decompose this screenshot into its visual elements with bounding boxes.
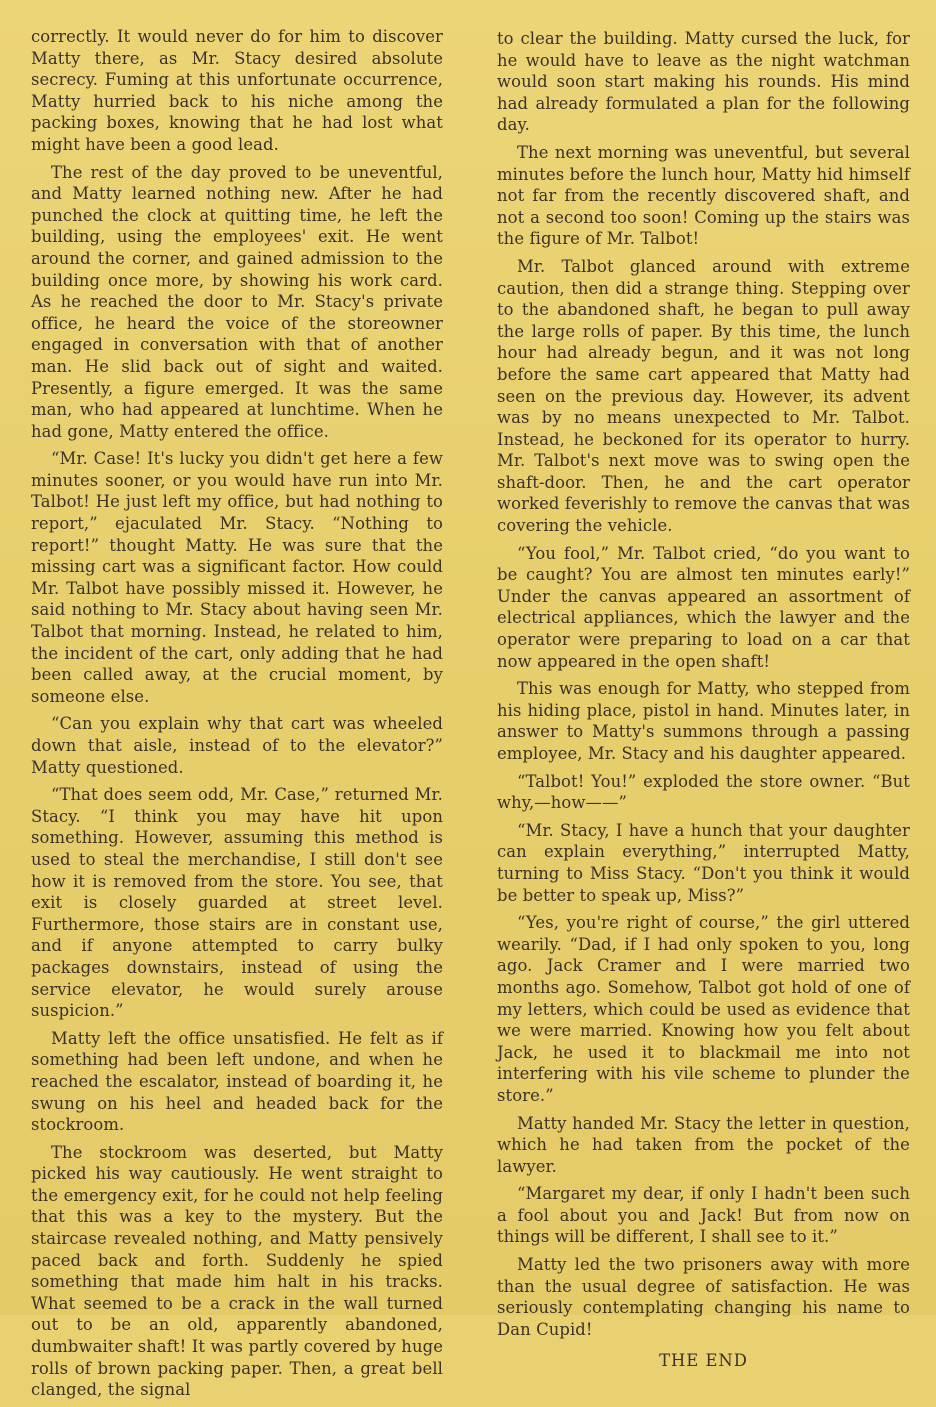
paragraph: Matty left the office unsatisfied. He felt as if something had been left undone, and when he reached the escalator, instead of boarding it, he swung on his heel and headed back for the stockroom. (31, 1028, 443, 1135)
right-text-column (497, 28, 910, 1372)
paragraph: “Mr. Stacy, I have a hunch that your daughter can explain everything,” interrupted Matty, turning to Miss Stacy. “Don't you think it would be better to speak up, Miss?” (497, 820, 910, 905)
paragraph: “Mr. Case! It's lucky you didn't get here a few minutes sooner, or you would have run into Mr. Talbot! He just left my office, but had nothing to report,” ejaculated Mr. Stacy. “Nothing to report!” thought Matty. He was sure that the missing cart was a significant factor. How could Mr. Talbot have possibly missed it. However, he said nothing to Mr. Stacy about having seen Mr. Talbot that morning. Instead, he related to him, the incident of the cart, only adding that he had been called away, at the crucial moment, by someone else. (31, 449, 443, 706)
left-text-column (31, 26, 443, 1407)
paragraph: Matty led the two prisoners away with more than the usual degree of satisfaction. He was seriously contemplating changing his name to Dan Cupid! (497, 1255, 910, 1339)
paragraph: The rest of the day proved to be uneventful, and Matty learned nothing new. After he had punched the clock at quitting time, he left the building, using the employees' exit. He went around the corner, and gained admission to the building once more, by showing his work card. As he reached the door to Mr. Stacy's private office, he heard the voice of the storeowner engaged in conversation with that of another man. He slid back out of sight and waited. Presently, a figure emerged. It was the same man, who had appeared at lunchtime. When he had gone, Matty entered the office. (31, 162, 443, 441)
paragraph: “Talbot! You!” exploded the store owner. “But why,—how——” (497, 771, 910, 813)
paragraph: “That does seem odd, Mr. Case,” returned Mr. Stacy. “I think you may have hit upon something. However, assuming this method is used to steal the merchandise, I still don't see how it is removed from the store. You see, that exit is closely guarded at street level. Furthermore, those stairs are in constant use, and if anyone attempted to carry bulky packages downstairs, instead of using the service elevator, he would surely arouse suspicion.” (31, 785, 443, 1021)
paragraph: “Margaret my dear, if only I hadn't been such a fool about you and Jack! But from now on things will be different, I shall see to it.” (497, 1184, 910, 1247)
paragraph: This was enough for Matty, who stepped from his hiding place, pistol in hand. Minutes later, in answer to Matty's summons through a passing employee, Mr. Stacy and his daughter appeared. (497, 679, 910, 763)
paragraph: to clear the building. Matty cursed the luck, for he would have to leave as the night watchman would soon start making his rounds. His mind had already formulated a plan for the following day. (497, 29, 910, 135)
paragraph: “Yes, you're right of course,” the girl uttered wearily. “Dad, if I had only spoken to you, long ago. Jack Cramer and I were married two months ago. Somehow, Talbot got hold of one of my letters, which could be used as evidence that we were married. Knowing how you felt about Jack, he used it to blackmail me into not interfering with his vile scheme to plunder the store.” (497, 913, 910, 1105)
paragraph: Mr. Talbot glanced around with extreme caution, then did a strange thing. Stepping over to the abandoned shaft, he began to pull away the large rolls of paper. By this time, the lunch hour had already begun, and it was not long before the same cart appeared that Matty had seen on the previous day. However, its advent was by no means unexpected to Mr. Talbot. Instead, he beckoned for its operator to hurry. Mr. Talbot's next move was to swing open the shaft-door. Then, he and the cart operator worked feverishly to remove the canvas that was covering the vehicle. (497, 256, 910, 536)
paragraph: The stockroom was deserted, but Matty picked his way cautiously. He went straight to the emergency exit, for he could not help feeling that this was a key to the mystery. But the staircase revealed nothing, and Matty pensively paced back and forth. Suddenly he spied something that made him halt in his tracks. What seemed to be a crack in the wall turned out to be an old, apparently abandoned, dumbwaiter shaft! It was partly covered by huge rolls of brown packing paper. Then, a great bell clanged, the signal (31, 1142, 443, 1400)
paragraph: “You fool,” Mr. Talbot cried, “do you want to be caught? You are almost ten minutes early!” Under the canvas appeared an assortment of electrical appliances, which the lawyer and the operator were preparing to load on a car that now appeared in the open shaft! (497, 543, 910, 671)
the-end-label: THE END (659, 1351, 748, 1371)
paragraph: The next morning was uneventful, but several minutes before the lunch hour, Matty hid himself not far from the recently discovered shaft, and not a second too soon! Coming up the stairs was the figure of Mr. Talbot! (497, 142, 910, 249)
paragraph: Matty handed Mr. Stacy the letter in question, which he had taken from the pocket of the lawyer. (497, 1113, 910, 1176)
paragraph: correctly. It would never do for him to discover Matty there, as Mr. Stacy desired absolute secrecy. Fuming at this unfortunate occurrence, Matty hurried back to his niche among the packing boxes, knowing that he had lost what might have been a good lead. (31, 27, 443, 154)
paragraph: “Can you explain why that cart was wheeled down that aisle, instead of to the elevator?” Matty questioned. (31, 714, 443, 777)
